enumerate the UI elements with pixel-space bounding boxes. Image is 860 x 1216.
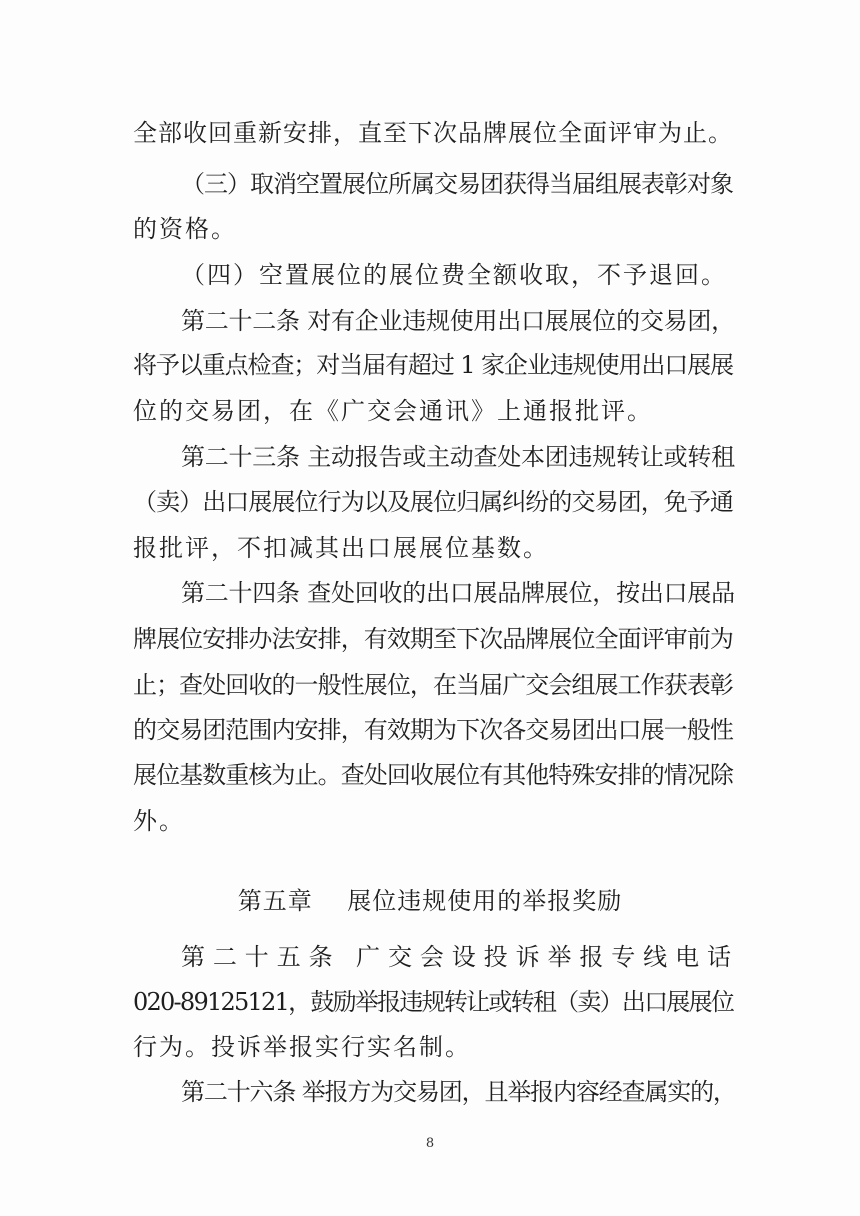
paragraph-line: 展位基数重核为止。查处回收展位有其他特殊安排的情况除 [133,761,733,789]
paragraph-line: 第二十二条 对有企业违规使用出口展展位的交易团， [181,307,735,335]
paragraph-line: 第二十五条 广交会设投诉举报专线电话 [181,943,733,971]
chapter-heading: 第五章 展位违规使用的举报奖励 [237,887,623,915]
paragraph-line: 第二十三条 主动报告或主动查处本团违规转让或转租 [181,443,735,471]
paragraph-line: 的交易团范围内安排，有效期为下次各交易团出口展一般性 [133,716,733,744]
paragraph-line: （四）空置展位的展位费全额收取，不予退回。 [181,261,727,289]
paragraph-line: 020-89125121，鼓励举报违规转让或转租（卖）出口展展位 [133,988,734,1016]
paragraph-line: 报批评，不扣减其出口展展位基数。 [133,534,549,562]
paragraph-line: 将予以重点检查；对当届有超过 1 家企业违规使用出口展展 [133,351,733,379]
paragraph-line: 行为。投诉举报实行实名制。 [133,1033,471,1061]
paragraph-line: （三）取消空置展位所属交易团获得当届组展表彰对象 [181,170,733,198]
paragraph-line: 位的交易团，在《广交会通讯》上通报批评。 [133,397,653,425]
paragraph-line: 全部收回重新安排，直至下次品牌展位全面评审为止。 [133,119,733,147]
paragraph-line: 牌展位安排办法安排，有效期至下次品牌展位全面评审前为 [133,625,733,653]
paragraph-line: 第二十四条 查处回收的出口展品牌展位，按出口展品 [181,579,735,607]
paragraph-line: 止；查处回收的一般性展位，在当届广交会组展工作获表彰 [133,671,733,699]
page-number: 8 [425,1136,435,1151]
paragraph-line: 的资格。 [133,215,237,243]
paragraph-line: 外。 [133,807,185,835]
paragraph-line: 第二十六条 举报方为交易团，且举报内容经查属实的， [181,1078,736,1106]
paragraph-line: （卖）出口展展位行为以及展位归属纠纷的交易团，免予通 [133,488,733,516]
